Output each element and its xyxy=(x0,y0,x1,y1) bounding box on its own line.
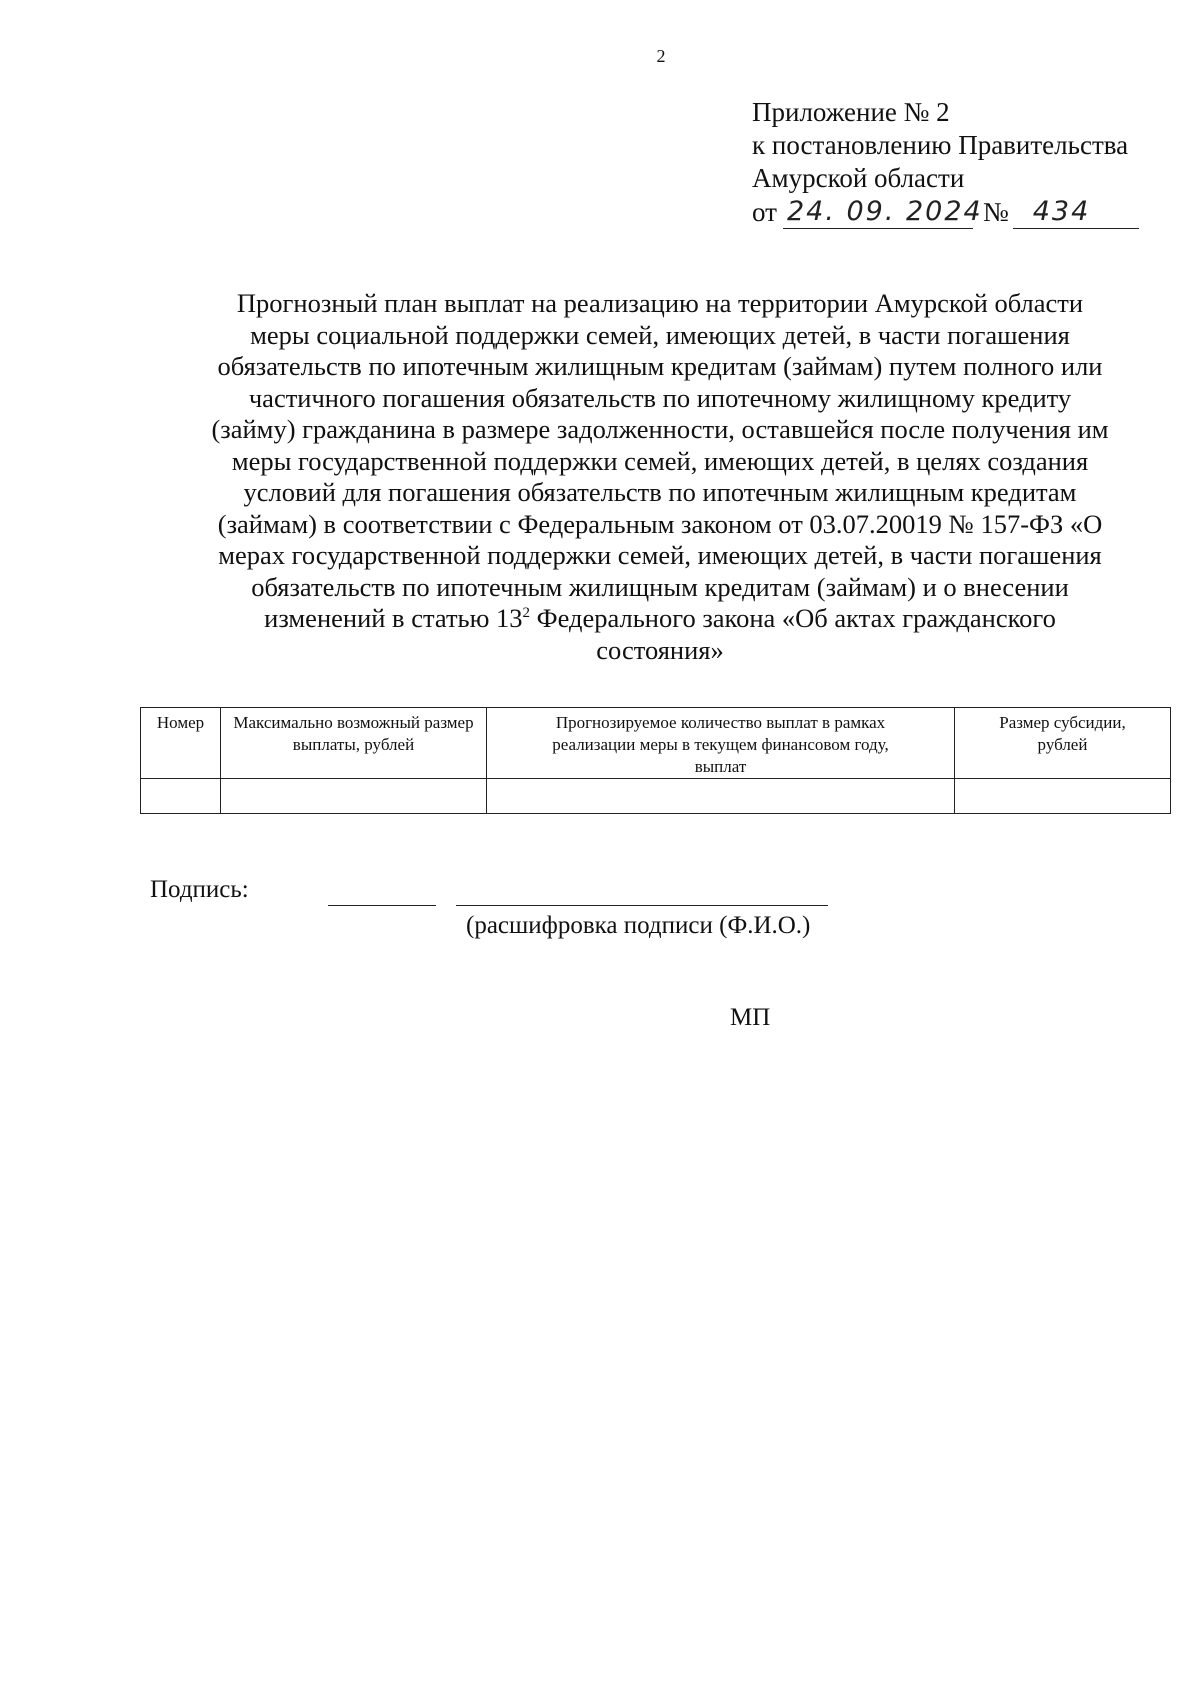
header-subsidy: Размер субсидии, рублей xyxy=(955,708,1171,779)
handwritten-number: 434 xyxy=(1013,195,1139,229)
title-line: меры государственной поддержки семей, имеющих детей, в целях создания xyxy=(231,445,1089,476)
table-cell xyxy=(487,779,955,814)
document-title xyxy=(160,288,1160,666)
header-forecast-count: Прогнозируемое количество выплат в рамках реализации меры в текущем финансовом году, выплат xyxy=(487,708,955,779)
header-number: Номер xyxy=(141,708,221,779)
table-cell xyxy=(221,779,487,814)
title-line: состояния» xyxy=(596,634,724,665)
number-prefix: № xyxy=(982,197,1009,227)
title-line: меры социальной поддержки семей, имеющих детей, в части погашения xyxy=(250,319,1070,350)
header-max-payment: Максимально возможный размер выплаты, рублей xyxy=(221,708,487,779)
table-header-row xyxy=(141,708,1171,779)
title-line: (займам) в соответствии с Федеральным законом от 03.07.20019 № 157-ФЗ «О xyxy=(217,508,1103,539)
table-row xyxy=(141,779,1171,814)
title-line-11-start: изменений в статью 13 xyxy=(264,603,523,633)
date-prefix: от xyxy=(752,197,777,227)
title-line-11-end: Федерального закона «Об актах гражданского xyxy=(530,603,1056,633)
signature-line xyxy=(328,905,436,906)
page-number: 2 xyxy=(656,46,666,66)
title-superscript: 2 xyxy=(522,605,531,622)
title-line: мерах государственной поддержки семей, имеющих детей, в части погашения xyxy=(218,540,1102,570)
signature-name-line xyxy=(456,905,828,906)
payment-plan-table xyxy=(140,707,1171,814)
title-line: (займу) гражданина в размере задолженности, оставшейся после получения им xyxy=(211,414,1109,444)
signature-label: Подпись: xyxy=(150,876,249,903)
table-cell xyxy=(141,779,221,814)
table-cell xyxy=(955,779,1171,814)
title-line xyxy=(160,603,1160,635)
title-line: обязательств по ипотечным жилищным кредитам (займам) путем полного или xyxy=(217,351,1103,381)
signature-caption: (расшифровка подписи (Ф.И.О.) xyxy=(466,912,811,939)
title-line: обязательств по ипотечным жилищным кредитам (займам) и о внесении xyxy=(251,571,1069,602)
title-line: частичного погашения обязательств по ипотечному жилищному кредиту xyxy=(248,382,1072,413)
appendix-date-line xyxy=(752,195,1139,229)
appendix-line-1: Приложение № 2 xyxy=(752,97,950,127)
title-line: условий для погашения обязательств по ипотечным жилищным кредитам xyxy=(243,477,1077,507)
title-line: Прогнозный план выплат на реализацию на территории Амурской области xyxy=(236,288,1084,318)
handwritten-date: 24. 09. 2024 xyxy=(783,195,973,229)
stamp-place-label: МП xyxy=(730,1004,771,1031)
appendix-header xyxy=(752,96,1139,229)
appendix-line-3: Амурской области xyxy=(752,163,965,193)
appendix-line-2: к постановлению Правительства xyxy=(752,130,1129,160)
